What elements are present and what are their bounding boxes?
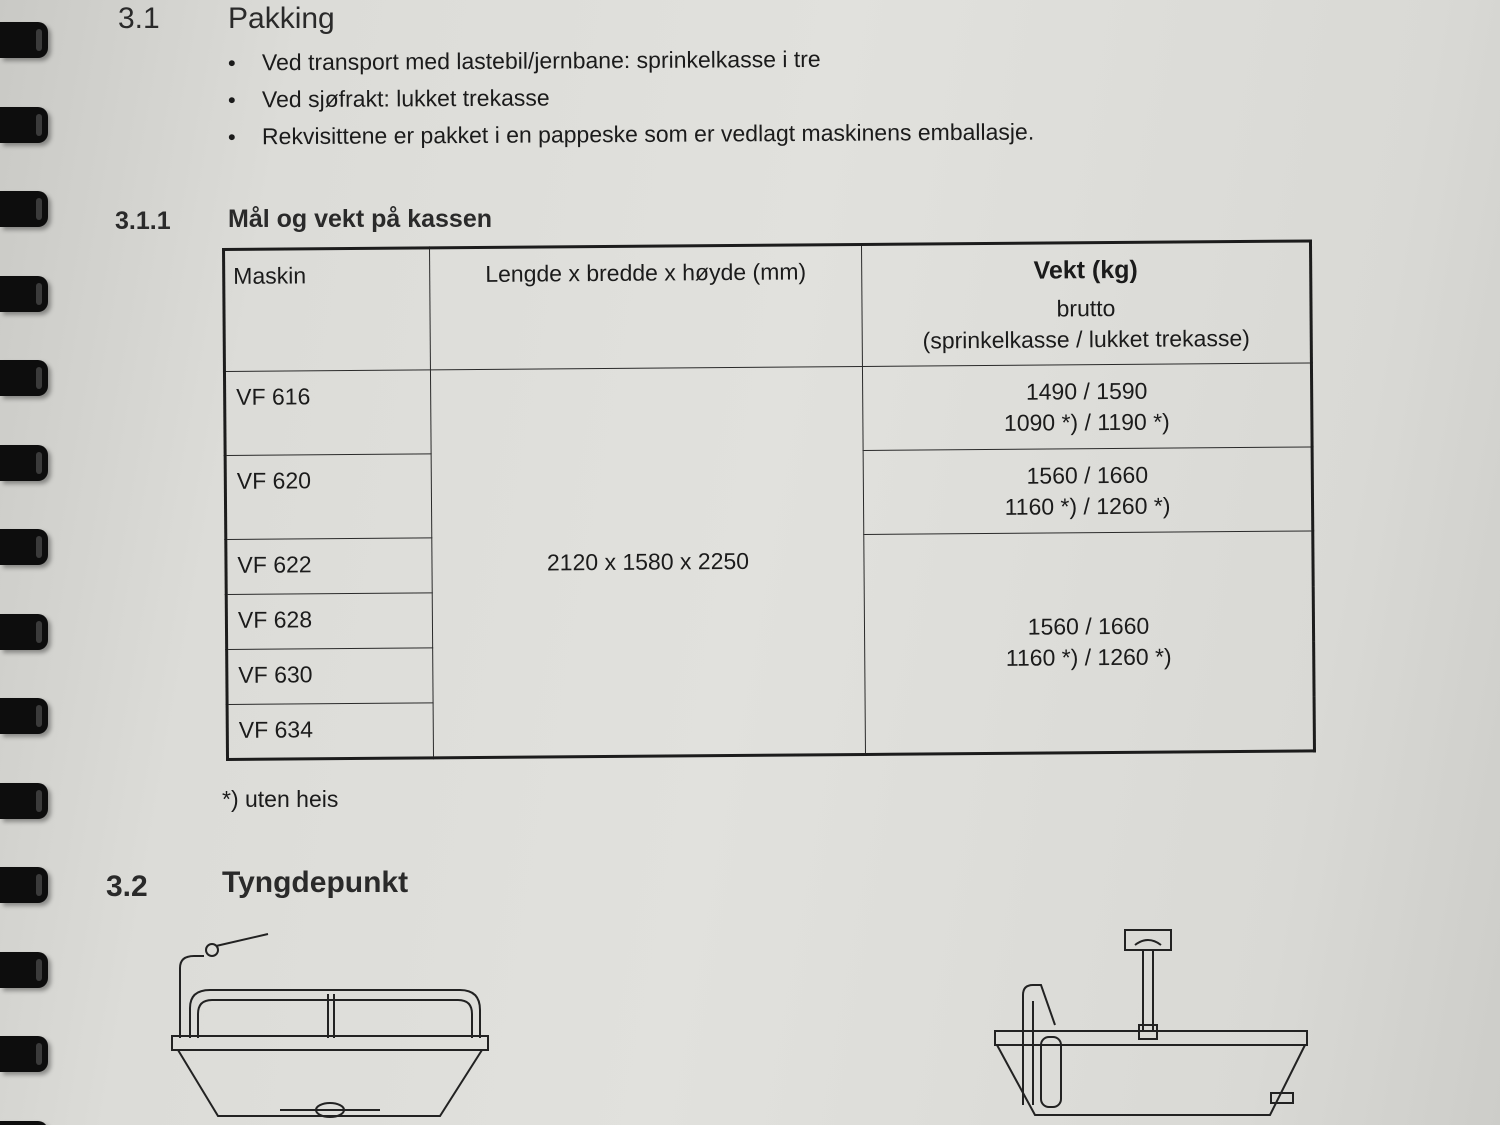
section-number: 3.1 [118,2,160,35]
bullet-icon: • [227,124,236,150]
machine-cell: VF 622 [226,538,432,595]
weight-cell [864,531,1315,755]
bullet-icon: • [227,50,236,76]
header-machine: Maskin [224,248,431,372]
binding-ring [0,529,48,565]
header-weight-title: Vekt (kg) [1033,255,1138,285]
table-row [224,363,1312,456]
machine-cell: VF 616 [224,370,431,456]
binding-ring [0,1036,48,1072]
machine-cell: VF 628 [226,593,432,650]
bullet-text: Rekvisittene er pakket i en pappeske som er vedlagt maskinens emballasje. [261,118,1035,150]
binding-ring [0,783,48,819]
weight-line: 1160 *) / 1260 *) [1004,492,1171,520]
binding-ring [0,360,48,396]
binding-ring [0,867,48,903]
weight-dimension-table [222,239,1316,761]
machine-cell: VF 620 [225,454,432,540]
header-dimensions: Lengde x bredde x høyde (mm) [430,244,863,369]
weight-line: 1560 / 1660 [1027,612,1150,640]
binding-ring [0,952,48,988]
machine-drawing-front [985,925,1315,1125]
list-item [228,77,1034,119]
list-item [228,40,1034,82]
binding-ring [0,22,48,58]
bullet-text: Ved transport med lastebil/jernbane: sprinkelkasse i tre [261,45,821,76]
weight-line: 1090 *) / 1190 *) [1003,408,1170,436]
header-weight-note: (sprinkelkasse / lukket trekasse) [922,324,1250,354]
binding-ring [0,1121,48,1125]
subsection-number: 3.1.1 [115,207,171,235]
dimensions-cell: 2120 x 1580 x 2250 [430,366,865,757]
section-title: Pakking [228,2,335,35]
header-weight [861,241,1311,367]
machine-cell: VF 630 [227,648,433,705]
weight-line: 1490 / 1590 [1025,377,1148,405]
list-item [228,114,1034,156]
bullet-text: Ved sjøfrakt: lukket trekasse [261,84,550,113]
subsection-title: Mål og vekt på kassen [228,205,493,233]
header-weight-brutto: brutto [1056,294,1116,322]
binding-ring [0,191,48,227]
bullet-icon: • [227,87,236,113]
machine-cell: VF 634 [227,703,433,760]
weight-cell [863,447,1313,535]
binding-ring [0,107,48,143]
binding-ring [0,445,48,481]
packing-bullet-list [228,42,1034,153]
table-footnote: *) uten heis [222,786,339,812]
section-number: 3.2 [106,870,148,903]
weight-line: 1160 *) / 1260 *) [1005,643,1172,671]
weight-cell [862,363,1312,451]
binding-ring [0,276,48,312]
spiral-binding [0,0,60,1125]
section-title: Tyngdepunkt [222,866,409,899]
binding-ring [0,698,48,734]
table-header-row [224,241,1312,372]
weight-line: 1560 / 1660 [1026,461,1149,489]
binding-ring [0,614,48,650]
machine-drawing-side [160,928,500,1125]
